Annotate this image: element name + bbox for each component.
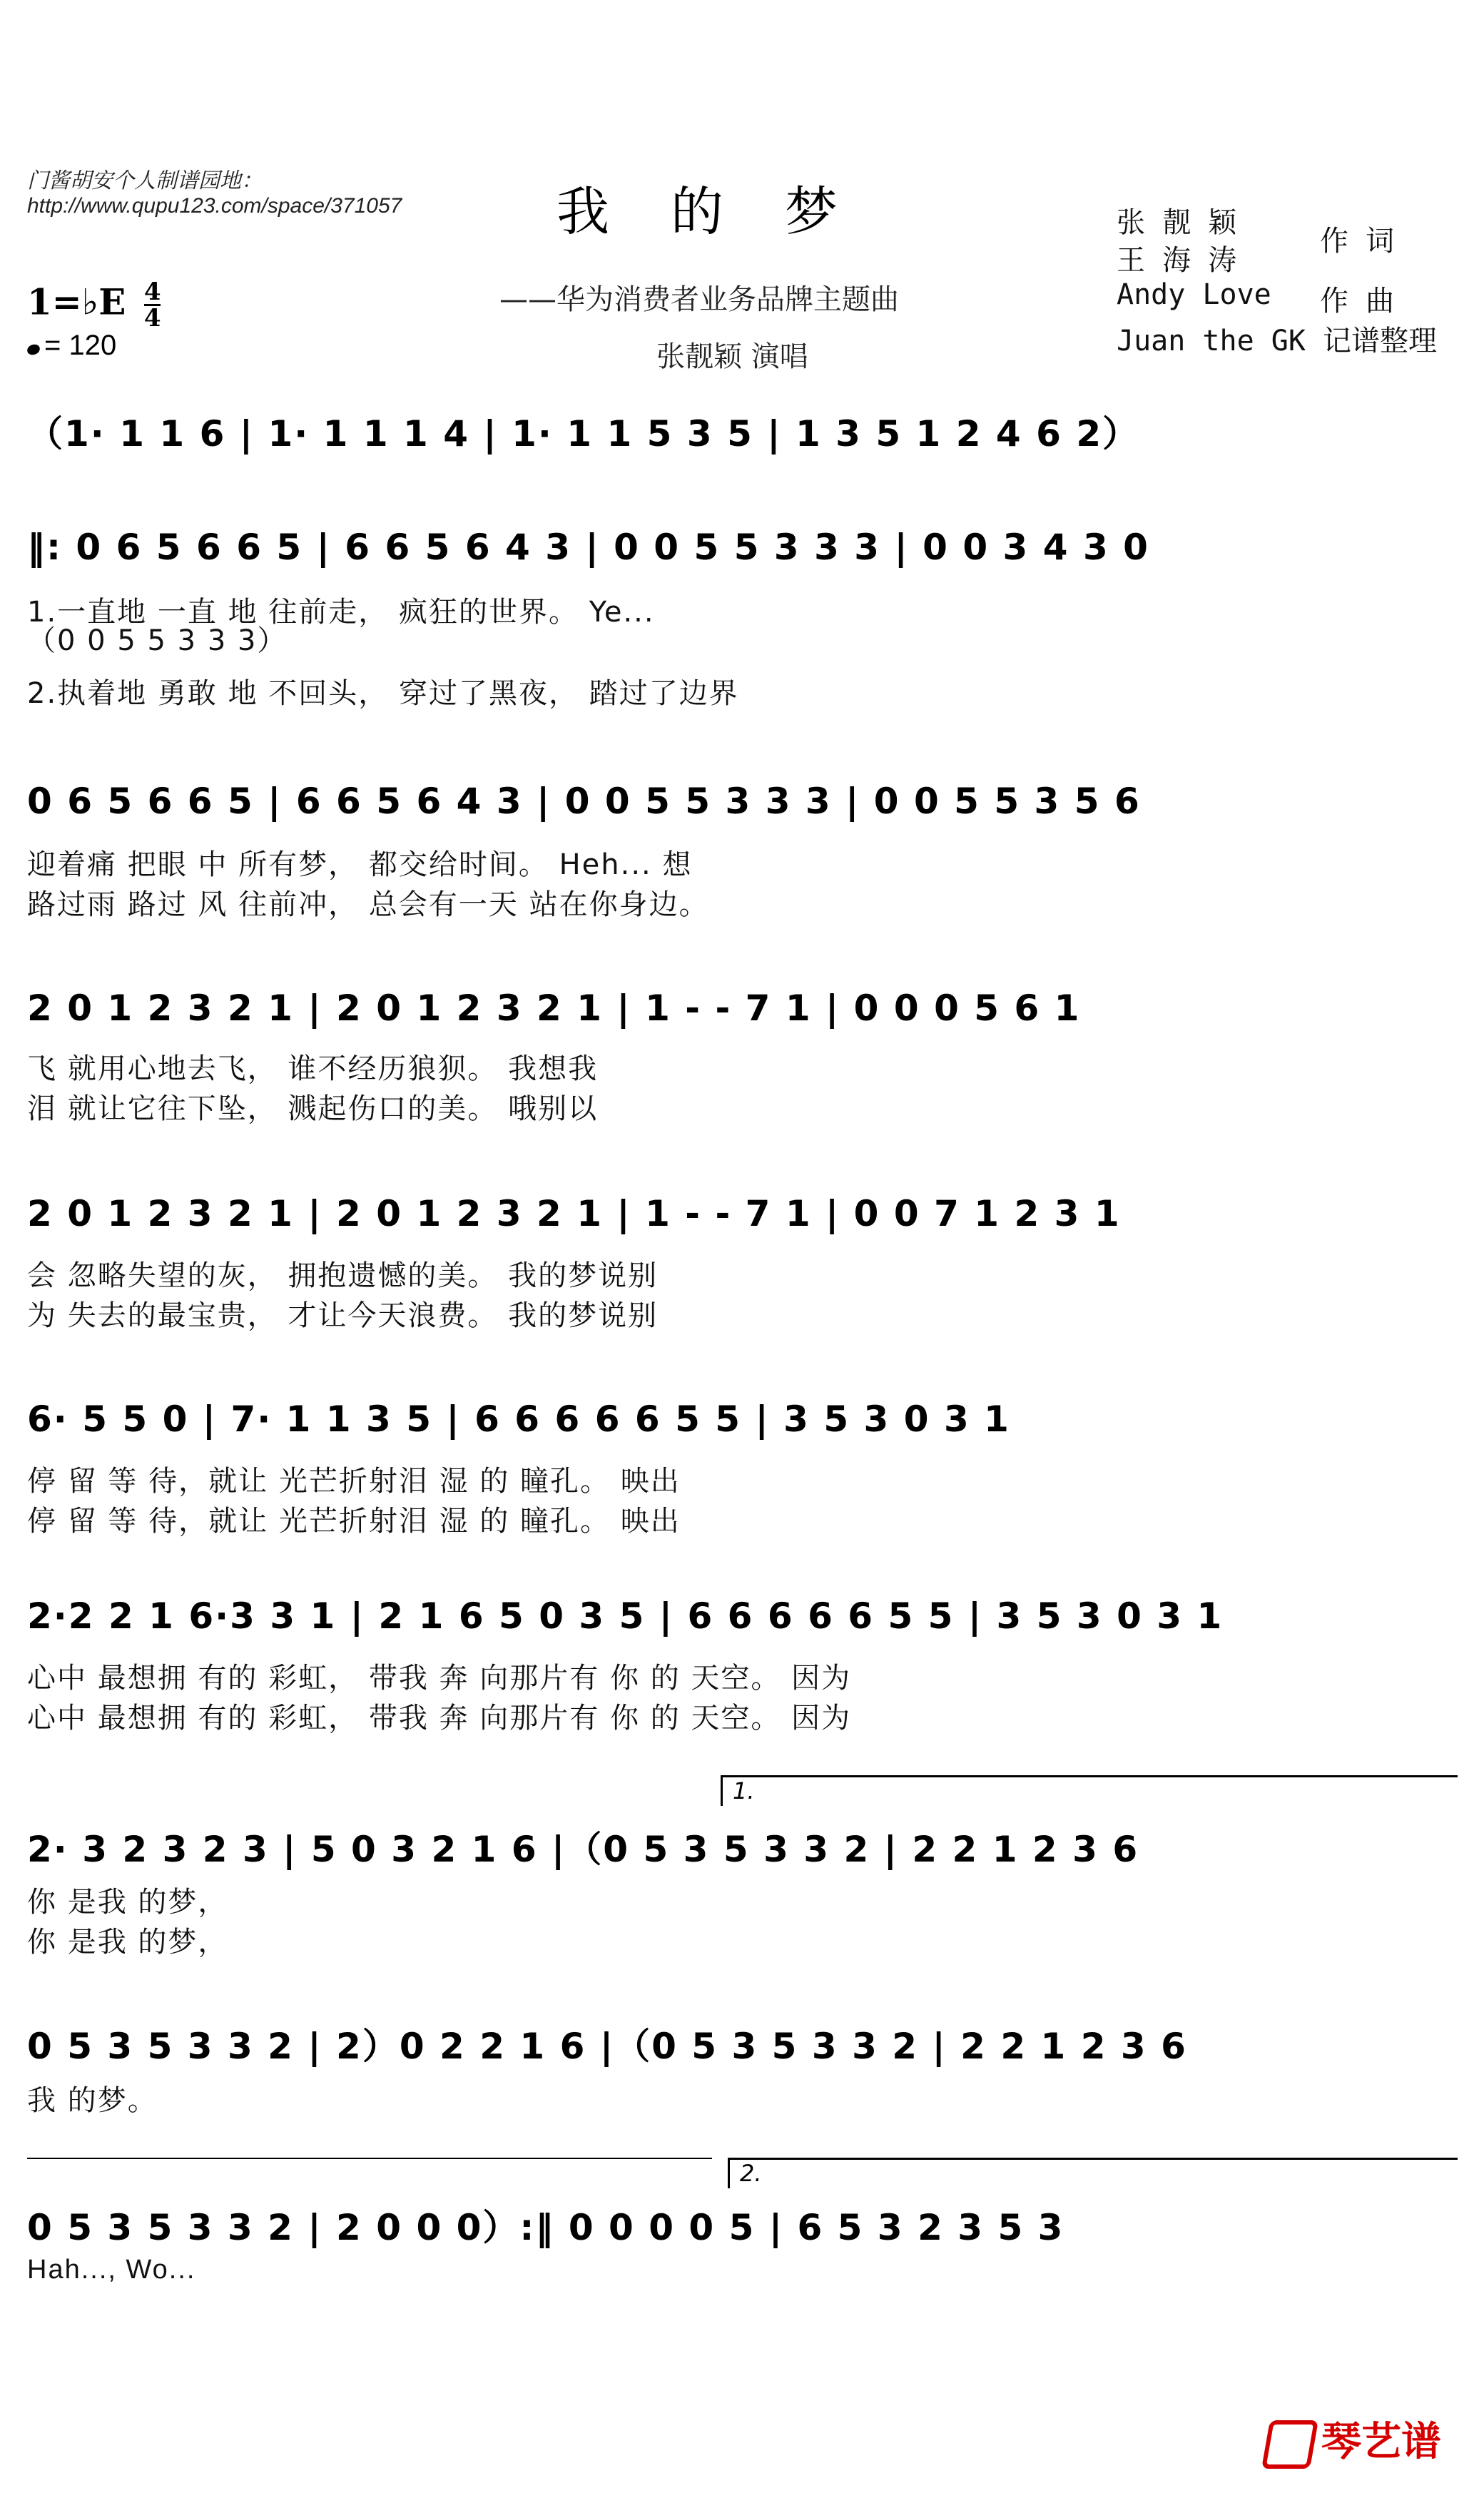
logo-text: 琴艺谱: [1321, 2419, 1441, 2466]
notation-line-9: 0 5 3 5 3 3 2 | 2）0 2 2 1 6 |（0 5 3 5 3 3 2 | 2 2 1 2 3 6: [27, 2026, 1187, 2067]
lyric-line: Hah..., Wo...: [27, 2255, 196, 2285]
time-signature: [144, 280, 161, 330]
site-url[interactable]: http://www.qupu123.com/space/371057: [27, 194, 402, 218]
first-ending-label: 1.: [733, 1777, 755, 1804]
lyric-line: 迎着痛 把眼 中 所有梦， 都交给时间。 Heh... 想: [27, 848, 693, 881]
tempo-value: = 120: [44, 330, 117, 361]
notation-line-8: 2· 3 2 3 2 3 | 5 0 3 2 1 6 |（0 5 3 5 3 3 2 | 2 2 1 2 3 6: [27, 1829, 1139, 1870]
site-name: 门酱胡安个人制谱园地：: [27, 169, 263, 193]
arranger: Juan the GK 记谱整理: [1117, 325, 1437, 357]
lyric-line: 你 是我 的梦，: [27, 1926, 228, 1959]
lyric-line: 停 留 等 待，就让 光芒折射泪 湿 的 瞳孔。 映出: [27, 1505, 681, 1538]
lyricist-1: 张 靓 颖: [1117, 206, 1237, 239]
lyric-line: 心中 最想拥 有的 彩虹， 带我 奔 向那片有 你 的 天空。 因为: [27, 1662, 852, 1695]
notation-line-7: 2·2 2 1 6·3 3 1 | 2 1 6 5 0 3 5 | 6 6 6 6 6 5 5 | 3 5 3 0 3 1: [27, 1595, 1224, 1637]
lyric-line: 停 留 等 待，就让 光芒折射泪 湿 的 瞳孔。 映出: [27, 1465, 681, 1498]
notation-line-2: ‖: 0 6 5 6 6 5 | 6 6 5 6 4 3 | 0 0 5 5 3 3 3 | 0 0 3 4 3 0: [27, 527, 1149, 568]
lyric-line: 2.执着地 勇敢 地 不回头， 穿过了黑夜， 踏过了边界: [27, 677, 739, 710]
lyric-line: 会 忽略失望的灰， 拥抱遗憾的美。 我的梦说别: [27, 1259, 659, 1292]
key-text: 1=♭E: [27, 280, 126, 323]
lyric-line: 1.一直地 一直 地 往前走， 疯狂的世界。 Ye...: [27, 596, 655, 629]
lyric-line: 你 是我 的梦，: [27, 1886, 228, 1919]
page-title: 我的梦: [556, 181, 899, 243]
first-ending-continuation: [27, 2158, 712, 2159]
second-ending-label: 2.: [740, 2160, 762, 2187]
quarter-note-icon: [26, 342, 41, 356]
notation-line-4: 2 0 1 2 3 2 1 | 2 0 1 2 3 2 1 | 1 - - 7 1 | 0 0 0 5 6 1: [27, 988, 1081, 1029]
composer-role: 作 曲: [1320, 285, 1395, 318]
notation-line-1: （1· 1 1 6 | 1· 1 1 1 4 | 1· 1 1 5 3 5 | 1 3 5 1 2 4 6 2）: [27, 413, 1140, 455]
time-top: 4: [143, 278, 161, 306]
first-ending-bracket: [721, 1775, 1458, 1806]
lyricist-role: 作 词: [1320, 225, 1395, 258]
lyricist-2: 王 海 涛: [1117, 244, 1237, 277]
notation-line-10: 0 5 3 5 3 3 2 | 2 0 0 0）:‖ 0 0 0 0 5 | 6 5 3 2 3 5 3: [27, 2207, 1064, 2248]
time-bottom: 4: [143, 304, 161, 332]
lyric-line: 泪 就让它往下坠， 溅起伤口的美。 哦别以: [27, 1092, 599, 1125]
notation-line-6: 6· 5 5 0 | 7· 1 1 3 5 | 6 6 6 6 6 5 5 | 3 5 3 0 3 1: [27, 1398, 1010, 1440]
lyric-line: 心中 最想拥 有的 彩虹， 带我 奔 向那片有 你 的 天空。 因为: [27, 1702, 852, 1735]
lyric-line: 为 失去的最宝贵， 才让今天浪费。 我的梦说别: [27, 1299, 659, 1332]
logo: [1266, 2410, 1441, 2469]
lyric-line: 路过雨 路过 风 往前冲， 总会有一天 站在你身边。: [27, 888, 709, 921]
notation-line-3: 0 6 5 6 6 5 | 6 6 5 6 4 3 | 0 0 5 5 3 3 3 | 0 0 5 5 3 5 6: [27, 781, 1141, 822]
key-signature: [27, 280, 161, 330]
tempo: [27, 330, 116, 362]
piano-logo-icon: [1261, 2420, 1318, 2469]
lyric-line: 飞 就用心地去飞， 谁不经历狼狈。 我想我: [27, 1052, 599, 1085]
lyric-line: 我 的梦。: [27, 2084, 158, 2117]
second-ending-bracket: [728, 2158, 1458, 2188]
notation-line-5: 2 0 1 2 3 2 1 | 2 0 1 2 3 2 1 | 1 - - 7 1 | 0 0 7 1 2 3 1: [27, 1193, 1121, 1234]
singer: 张靓颖 演唱: [656, 340, 808, 373]
subtitle: ——华为消费者业务品牌主题曲: [499, 283, 899, 316]
composer: Andy Love: [1117, 278, 1271, 311]
lyric-line: （0 0 5 5 3 3 3）: [27, 624, 288, 657]
